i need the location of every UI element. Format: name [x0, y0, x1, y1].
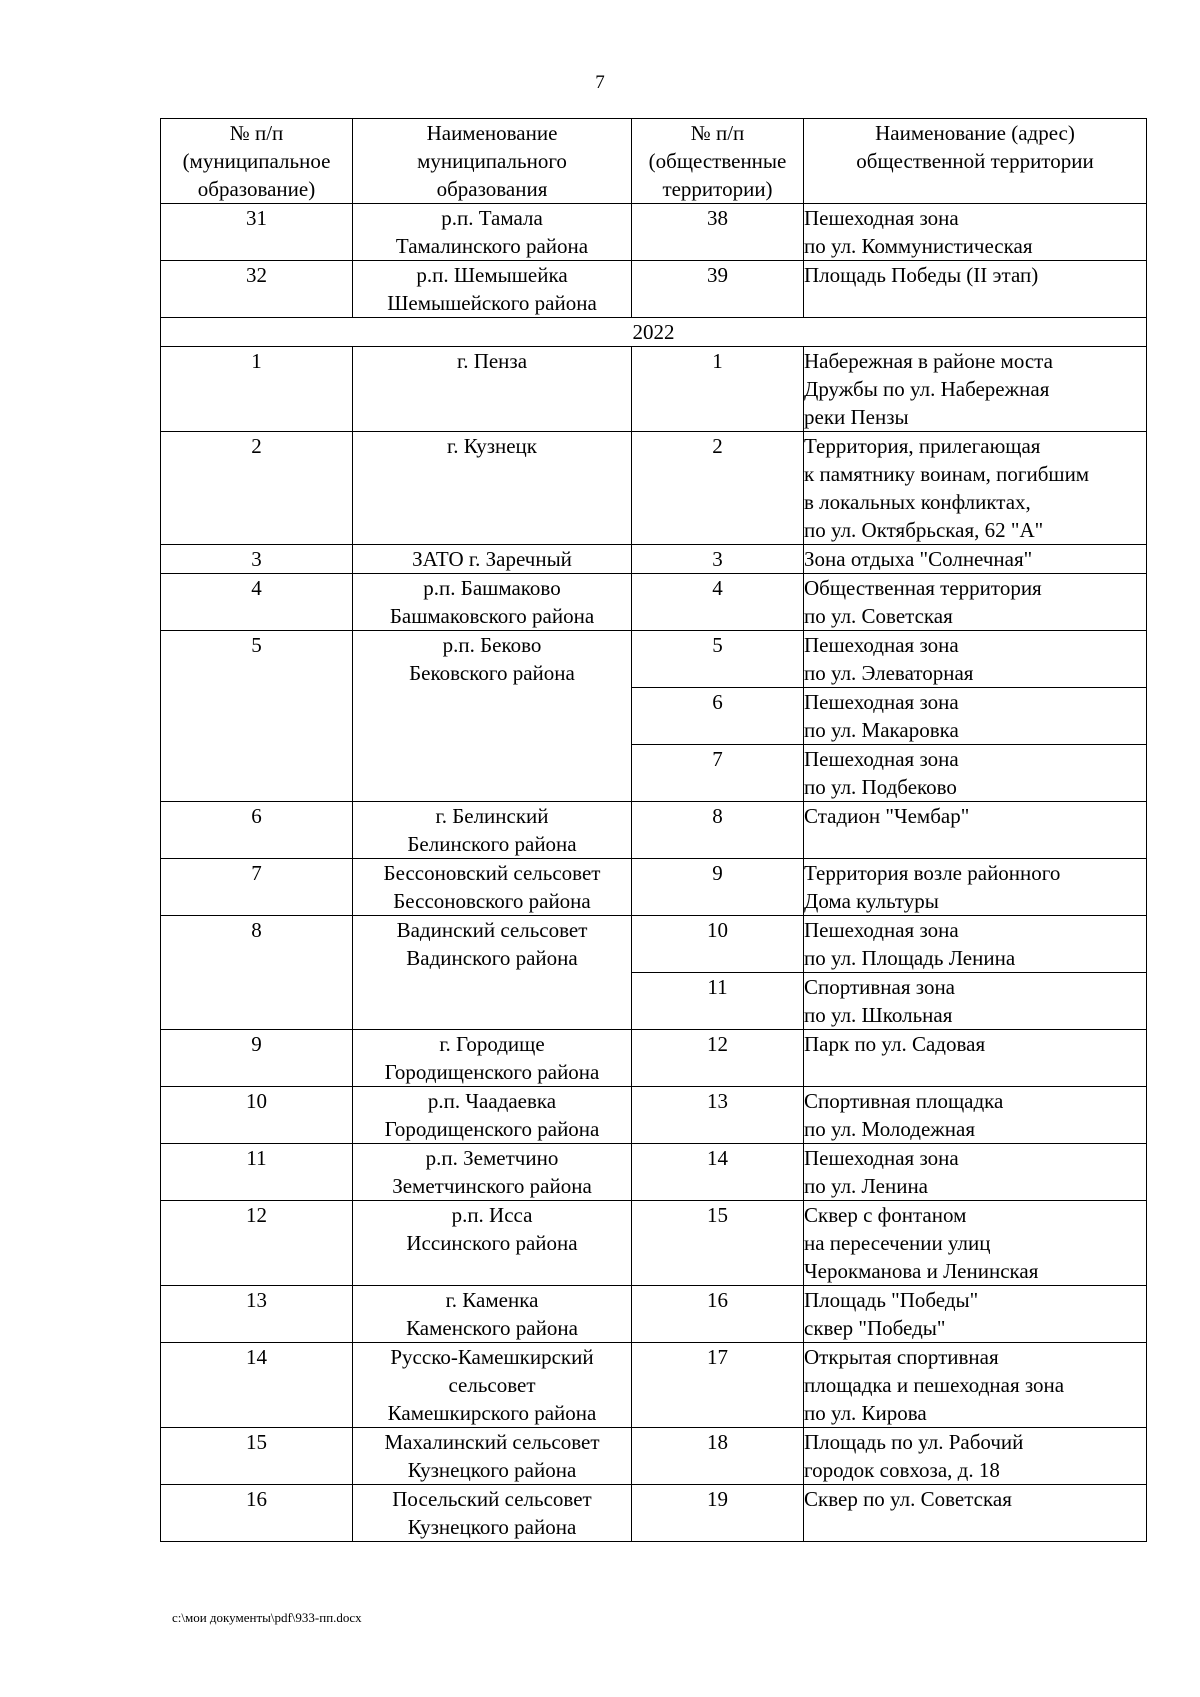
table-row: [161, 261, 1147, 318]
mo-number-cell: 32: [161, 261, 353, 318]
table-row: [161, 1428, 1147, 1485]
territory-name-cell: Парк по ул. Садовая: [804, 1030, 1147, 1087]
mo-name-cell: Вадинский сельсовет Вадинского района: [353, 916, 632, 1030]
territory-number-cell: 9: [632, 859, 804, 916]
mo-name-cell: Посельский сельсовет Кузнецкого района: [353, 1485, 632, 1542]
file-path-footer: c:\мои документы\pdf\933-пп.docx: [172, 1610, 362, 1625]
mo-name-cell: Бессоновский сельсовет Бессоновского района: [353, 859, 632, 916]
header-mo-number: № п/п (муниципальное образование): [161, 119, 353, 204]
mo-number-cell: 4: [161, 574, 353, 631]
territory-name-cell: Пешеходная зона по ул. Площадь Ленина: [804, 916, 1147, 973]
mo-name-cell: р.п. Башмаково Башмаковского района: [353, 574, 632, 631]
territory-name-cell: Пешеходная зона по ул. Ленина: [804, 1144, 1147, 1201]
mo-number-cell: 12: [161, 1201, 353, 1286]
territory-number-cell: 12: [632, 1030, 804, 1087]
table-row: [161, 574, 1147, 631]
territory-name-cell: Пешеходная зона по ул. Макаровка: [804, 688, 1147, 745]
territory-name-cell: Спортивная площадка по ул. Молодежная: [804, 1087, 1147, 1144]
territory-name-cell: Открытая спортивная площадка и пешеходная зона по ул. Кирова: [804, 1343, 1147, 1428]
mo-number-cell: 3: [161, 545, 353, 574]
territory-number-cell: 7: [632, 745, 804, 802]
mo-name-cell: р.п. Шемышейка Шемышейского района: [353, 261, 632, 318]
table-row: [161, 1087, 1147, 1144]
territory-name-cell: Площадь по ул. Рабочий городок совхоза, д. 18: [804, 1428, 1147, 1485]
territory-name-cell: Площадь Победы (II этап): [804, 261, 1147, 318]
mo-name-cell: р.п. Беково Бековского района: [353, 631, 632, 802]
territory-name-cell: Пешеходная зона по ул. Коммунистическая: [804, 204, 1147, 261]
territory-number-cell: 13: [632, 1087, 804, 1144]
territory-number-cell: 1: [632, 347, 804, 432]
mo-name-cell: г. Пенза: [353, 347, 632, 432]
mo-name-cell: г. Городище Городищенского района: [353, 1030, 632, 1087]
territory-name-cell: Территория, прилегающая к памятнику воинам, погибшим в локальных конфликтах, по ул. Октябрьская, 62 "А": [804, 432, 1147, 545]
year-label: 2022: [161, 318, 1147, 347]
table-row: [161, 1485, 1147, 1542]
territory-number-cell: 18: [632, 1428, 804, 1485]
mo-number-cell: 2: [161, 432, 353, 545]
territory-number-cell: 17: [632, 1343, 804, 1428]
mo-number-cell: 7: [161, 859, 353, 916]
territory-name-cell: Спортивная зона по ул. Школьная: [804, 973, 1147, 1030]
territory-number-cell: 3: [632, 545, 804, 574]
territory-name-cell: Территория возле районного Дома культуры: [804, 859, 1147, 916]
mo-name-cell: р.п. Тамала Тамалинского района: [353, 204, 632, 261]
table-row: [161, 859, 1147, 916]
mo-name-cell: Махалинский сельсовет Кузнецкого района: [353, 1428, 632, 1485]
territory-number-cell: 15: [632, 1201, 804, 1286]
territory-name-cell: Сквер по ул. Советская: [804, 1485, 1147, 1542]
territory-number-cell: 39: [632, 261, 804, 318]
mo-number-cell: 13: [161, 1286, 353, 1343]
territory-number-cell: 38: [632, 204, 804, 261]
territory-number-cell: 6: [632, 688, 804, 745]
table-row: [161, 1144, 1147, 1201]
mo-number-cell: 16: [161, 1485, 353, 1542]
header-territory-name: Наименование (адрес) общественной территории: [804, 119, 1147, 204]
territory-number-cell: 4: [632, 574, 804, 631]
mo-number-cell: 1: [161, 347, 353, 432]
table-row: [161, 916, 1147, 973]
mo-number-cell: 8: [161, 916, 353, 1030]
table-row: [161, 204, 1147, 261]
mo-number-cell: 5: [161, 631, 353, 802]
table-row: [161, 432, 1147, 545]
header-territory-number: № п/п (общественные территории): [632, 119, 804, 204]
territory-number-cell: 11: [632, 973, 804, 1030]
year-row: [161, 318, 1147, 347]
territory-name-cell: Общественная территория по ул. Советская: [804, 574, 1147, 631]
territory-number-cell: 8: [632, 802, 804, 859]
mo-number-cell: 31: [161, 204, 353, 261]
table-header-row: [161, 119, 1147, 204]
territory-number-cell: 19: [632, 1485, 804, 1542]
mo-name-cell: р.п. Земетчино Земетчинского района: [353, 1144, 632, 1201]
table-row: [161, 1030, 1147, 1087]
territory-number-cell: 16: [632, 1286, 804, 1343]
mo-number-cell: 10: [161, 1087, 353, 1144]
territory-name-cell: Стадион "Чембар": [804, 802, 1147, 859]
table-row: [161, 1343, 1147, 1428]
territory-number-cell: 5: [632, 631, 804, 688]
mo-name-cell: ЗАТО г. Заречный: [353, 545, 632, 574]
mo-number-cell: 9: [161, 1030, 353, 1087]
territory-number-cell: 10: [632, 916, 804, 973]
mo-name-cell: Русско-Камешкирский сельсовет Камешкирского района: [353, 1343, 632, 1428]
page-number: 7: [595, 72, 605, 93]
territory-name-cell: Зона отдыха "Солнечная": [804, 545, 1147, 574]
table-row: [161, 347, 1147, 432]
mo-number-cell: 15: [161, 1428, 353, 1485]
territory-number-cell: 2: [632, 432, 804, 545]
territory-number-cell: 14: [632, 1144, 804, 1201]
table-row: [161, 631, 1147, 688]
table-row: [161, 545, 1147, 574]
table-row: [161, 802, 1147, 859]
table-row: [161, 1286, 1147, 1343]
mo-number-cell: 14: [161, 1343, 353, 1428]
territory-name-cell: Площадь "Победы" сквер "Победы": [804, 1286, 1147, 1343]
mo-name-cell: г. Каменка Каменского района: [353, 1286, 632, 1343]
territory-name-cell: Набережная в районе моста Дружбы по ул. Набережная реки Пензы: [804, 347, 1147, 432]
header-mo-name: Наименование муниципального образования: [353, 119, 632, 204]
mo-name-cell: г. Кузнецк: [353, 432, 632, 545]
mo-name-cell: р.п. Чаадаевка Городищенского района: [353, 1087, 632, 1144]
territories-table: [160, 118, 1147, 1542]
table-row: [161, 1201, 1147, 1286]
territory-name-cell: Пешеходная зона по ул. Элеваторная: [804, 631, 1147, 688]
mo-name-cell: г. Белинский Белинского района: [353, 802, 632, 859]
mo-number-cell: 6: [161, 802, 353, 859]
territory-name-cell: Пешеходная зона по ул. Подбеково: [804, 745, 1147, 802]
territory-name-cell: Сквер с фонтаном на пересечении улиц Черокманова и Ленинская: [804, 1201, 1147, 1286]
mo-name-cell: р.п. Исса Иссинского района: [353, 1201, 632, 1286]
mo-number-cell: 11: [161, 1144, 353, 1201]
